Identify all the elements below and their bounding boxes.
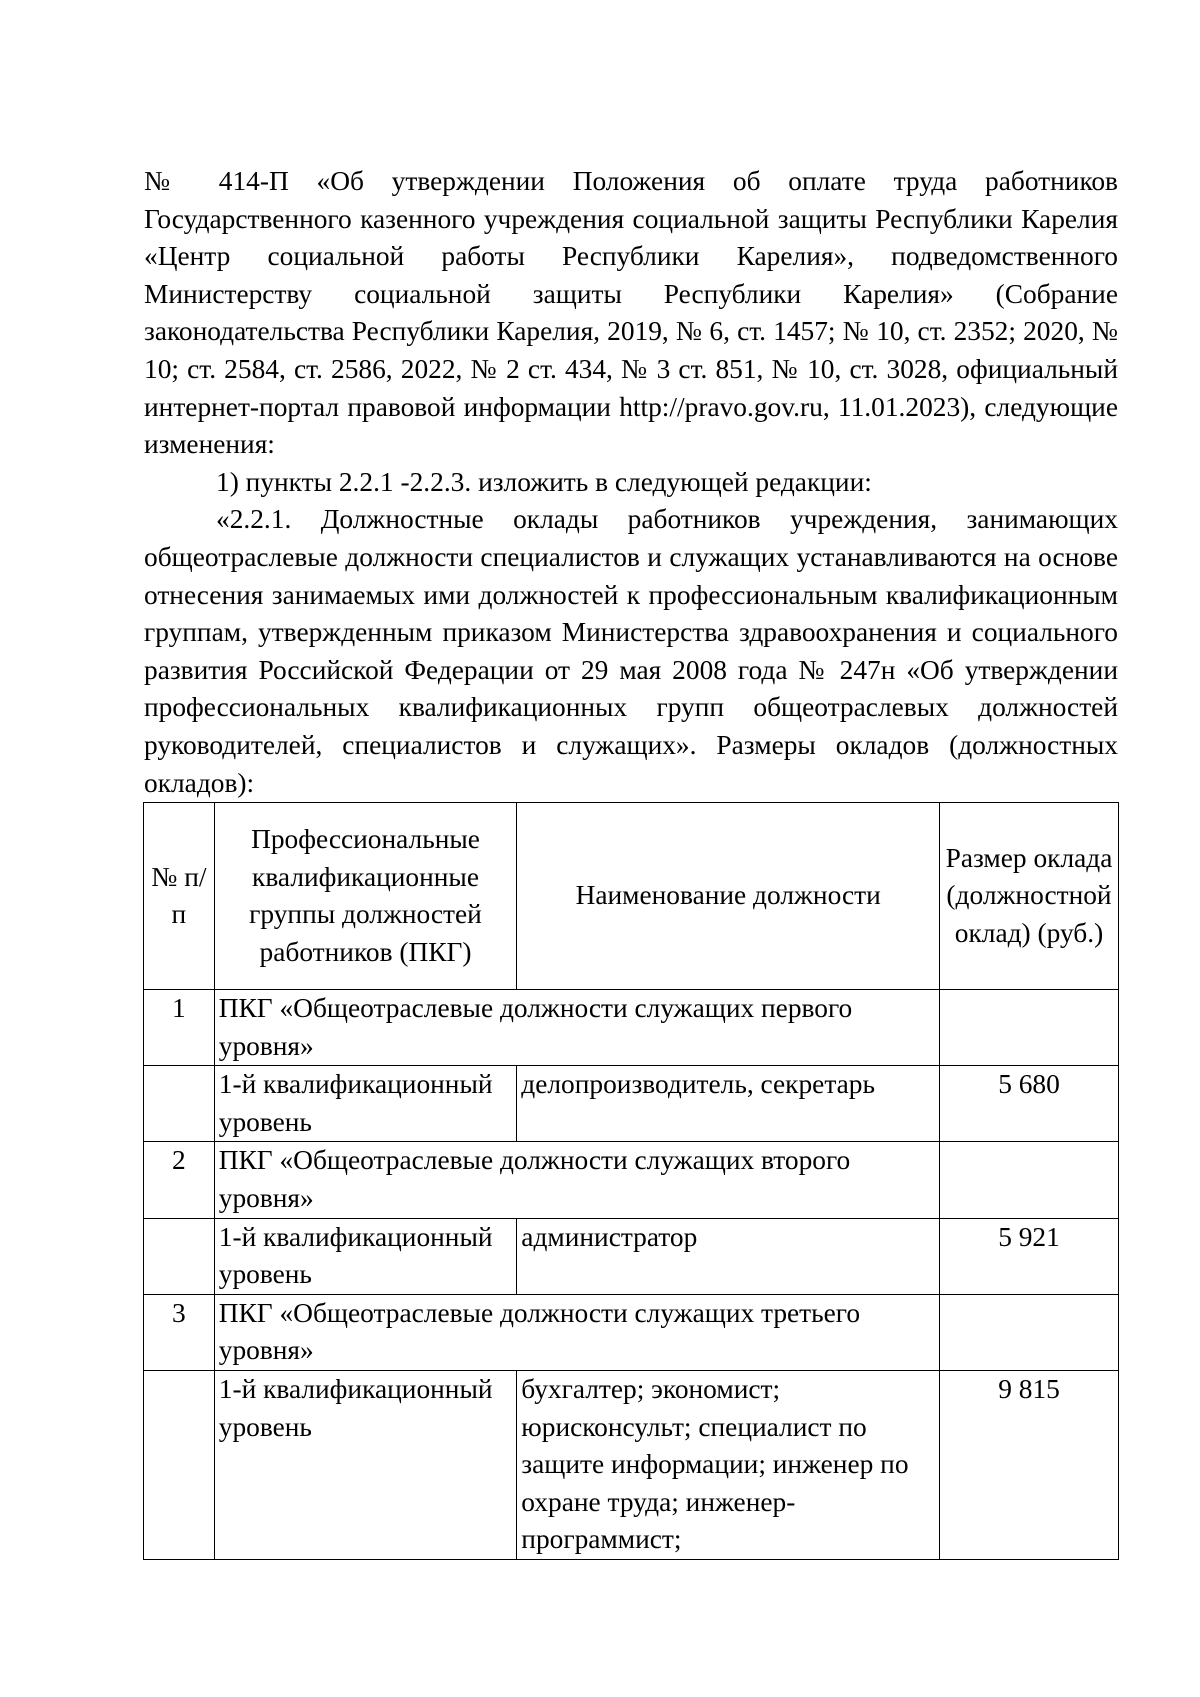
header-position-name: Наименование должности — [517, 803, 940, 990]
position-names: бухгалтер; экономист; юрисконсульт; специалист по защите информации; инженер по охране труда; инженер-программист; — [517, 1371, 940, 1560]
level-label: 1-й квалификационный уровень — [214, 1218, 517, 1294]
group-salary-empty — [940, 990, 1119, 1066]
group-title: ПКГ «Общеотраслевые должности служащих третьего уровня» — [214, 1294, 939, 1370]
header-salary: Размер оклада (должностной оклад) (руб.) — [940, 803, 1119, 990]
group-num: 1 — [144, 990, 215, 1066]
level-label: 1-й квалификационный уровень — [214, 1066, 517, 1142]
group-num: 2 — [144, 1142, 215, 1218]
clause-2-2-1: «2.2.1. Должностные оклады работников учреждения, занимающих общеотраслевые должности специалистов и служащих устанавливаются на основе отнесения занимаемых ими должностей к профессиональным квалификационным группам, утвержденным приказом Министерства здравоохранения и социального развития Российской Федерации от 29 мая 2008 года № 247н «Об утверждении профессиональных квалификационных групп общеотраслевых должностей руководителей, специалистов и служащих». Размеры окладов (должностных окладов): — [144, 504, 1118, 798]
level-row — [144, 1218, 1119, 1294]
group-title: ПКГ «Общеотраслевые должности служащих второго уровня» — [214, 1142, 939, 1218]
group-salary-empty — [940, 1294, 1119, 1370]
amendment-item: 1) пункты 2.2.1 -2.2.3. изложить в следующей редакции: — [216, 466, 872, 497]
header-pkg: Профессиональные квалификационные группы должностей работников (ПКГ) — [214, 803, 517, 990]
table-header-row — [144, 803, 1119, 990]
level-row — [144, 1066, 1119, 1142]
group-row — [144, 1294, 1119, 1370]
level-num-empty — [144, 1066, 215, 1142]
salary-value: 5 921 — [940, 1218, 1119, 1294]
level-row — [144, 1371, 1119, 1560]
level-label: 1-й квалификационный уровень — [214, 1371, 517, 1560]
header-num: № п/п — [144, 803, 215, 990]
group-title: ПКГ «Общеотраслевые должности служащих первого уровня» — [214, 990, 939, 1066]
group-salary-empty — [940, 1142, 1119, 1218]
level-num-empty — [144, 1218, 215, 1294]
salary-value: 9 815 — [940, 1371, 1119, 1560]
position-names: администратор — [517, 1218, 940, 1294]
group-row — [144, 1142, 1119, 1218]
intro-paragraph: № 414-П «Об утверждении Положения об оплате труда работников Государственного казенного учреждения социальной защиты Республики Карелия «Центр социальной работы Республики Карелия», подведомственного Министерству социальной защиты Республики Карелия» (Собрание законодательства Республики Карелия, 2019, № 6, ст. 1457; № 10, ст. 2352; 2020, № 10; ст. 2584, ст. 2586, 2022, № 2 ст. 434, № 3 ст. 851, № 10, ст. 3028, официальный интернет-портал правовой информации http://pravo.gov.ru, 11.01.2023), следующие изменения: — [144, 166, 1118, 460]
group-row — [144, 990, 1119, 1066]
position-names: делопроизводитель, секретарь — [517, 1066, 940, 1142]
salary-value: 5 680 — [940, 1066, 1119, 1142]
salary-table — [143, 802, 1119, 1560]
document-page — [144, 163, 1118, 1560]
level-num-empty — [144, 1371, 215, 1560]
group-num: 3 — [144, 1294, 215, 1370]
